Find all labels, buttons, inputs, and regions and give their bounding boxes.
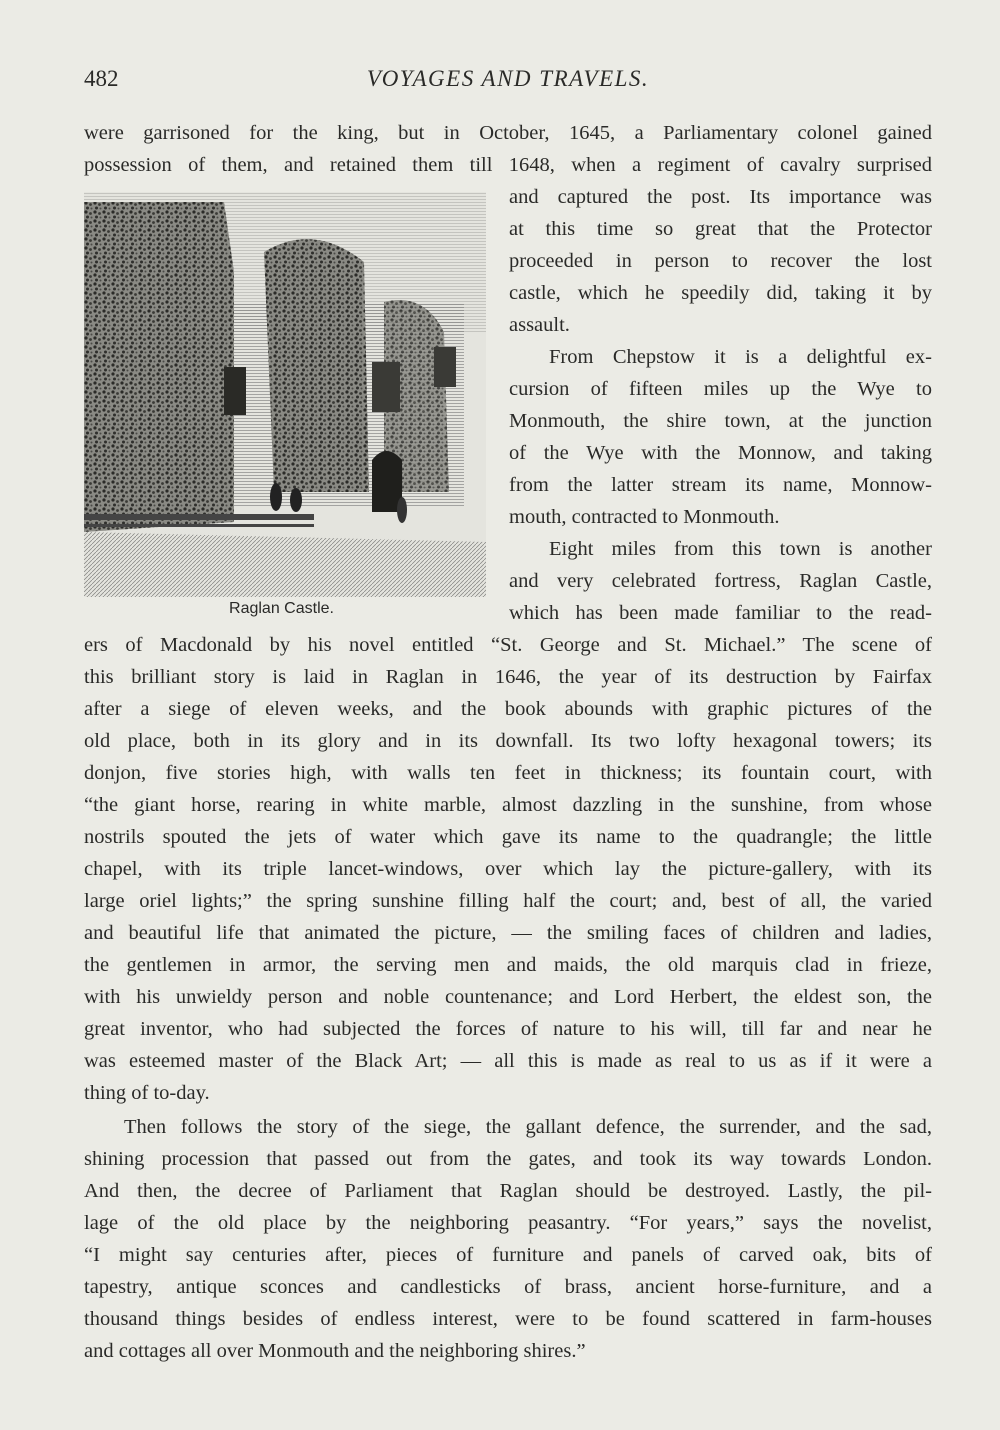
text-line: and very celebrated fortress, Raglan Castle,: [509, 570, 932, 592]
text-line: the gentlemen in armor, the serving men and maids, the old marquis clad in frieze,: [84, 954, 932, 976]
text-line: shining procession that passed out from the gates, and took its way towards London.: [84, 1148, 932, 1170]
text-line: of the Wye with the Monnow, and taking: [509, 442, 932, 464]
text-line: possession of them, and retained them till 1648, when a regiment of cavalry surprised: [84, 154, 932, 176]
text-line: this brilliant story is laid in Raglan in 1646, the year of its destruction by Fairfax: [84, 666, 932, 688]
text-line: donjon, five stories high, with walls ten feet in thickness; its fountain court, with: [84, 762, 932, 784]
text-line: from the latter stream its name, Monnow-: [509, 474, 932, 496]
text-line: great inventor, who had subjected the forces of nature to his will, till far and near he: [84, 1018, 932, 1040]
text-line: cursion of fifteen miles up the Wye to: [509, 378, 932, 400]
text-line: and cottages all over Monmouth and the neighboring shires.”: [84, 1340, 586, 1362]
text-line: castle, which he speedily did, taking it by: [509, 282, 932, 304]
text-line: with his unwieldy person and noble countenance; and Lord Herbert, the eldest son, the: [84, 986, 932, 1008]
text-line: was esteemed master of the Black Art; — all this is made as real to us as if it were a: [84, 1050, 932, 1072]
text-line: nostrils spouted the jets of water which gave its name to the quadrangle; the little: [84, 826, 932, 848]
text-line: chapel, with its triple lancet-windows, over which lay the picture-gallery, with its: [84, 858, 932, 880]
text-line: assault.: [509, 314, 570, 336]
text-line: And then, the decree of Parliament that Raglan should be destroyed. Lastly, the pil-: [84, 1180, 932, 1202]
text-line: which has been made familiar to the read-: [509, 602, 932, 624]
text-line: ers of Macdonald by his novel entitled “St. George and St. Michael.” The scene of: [84, 634, 932, 656]
raglan-castle-engraving: [84, 192, 486, 597]
text-line: tapestry, antique sconces and candlesticks of brass, ancient horse-furniture, and a: [84, 1276, 932, 1298]
text-line: “the giant horse, rearing in white marble, almost dazzling in the sunshine, from whose: [84, 794, 932, 816]
text-line: lage of the old place by the neighboring peasantry. “For years,” says the novelist,: [84, 1212, 932, 1234]
text-line: and captured the post. Its importance was: [509, 186, 932, 208]
text-line: thousand things besides of endless interest, were to be found scattered in farm-houses: [84, 1308, 932, 1330]
text-line: after a siege of eleven weeks, and the book abounds with graphic pictures of the: [84, 698, 932, 720]
page-number: 482: [84, 66, 119, 91]
text-line: mouth, contracted to Monmouth.: [509, 506, 780, 528]
text-line: old place, both in its glory and in its downfall. Its two lofty hexagonal towers; its: [84, 730, 932, 752]
text-line: proceeded in person to recover the lost: [509, 250, 932, 272]
text-line: “I might say centuries after, pieces of furniture and panels of carved oak, bits of: [84, 1244, 932, 1266]
text-line: were garrisoned for the king, but in October, 1645, a Parliamentary colonel gained: [84, 122, 932, 144]
figure-caption: Raglan Castle.: [229, 600, 334, 617]
running-head: VOYAGES AND TRAVELS.: [366, 66, 650, 91]
text-line: Eight miles from this town is another: [549, 538, 932, 560]
text-line: Then follows the story of the siege, the gallant defence, the surrender, and the sad,: [124, 1116, 932, 1138]
text-line: at this time so great that the Protector: [509, 218, 932, 240]
text-line: large oriel lights;” the spring sunshine filling half the court; and, best of all, the varied: [84, 890, 932, 912]
page-header: [84, 66, 932, 100]
text-line: and beautiful life that animated the picture, — the smiling faces of children and ladies,: [84, 922, 932, 944]
text-line: thing of to-day.: [84, 1082, 210, 1104]
text-line: Monmouth, the shire town, at the junction: [509, 410, 932, 432]
raglan-castle-figure: [84, 192, 486, 617]
text-line: From Chepstow it is a delightful ex-: [549, 346, 932, 368]
